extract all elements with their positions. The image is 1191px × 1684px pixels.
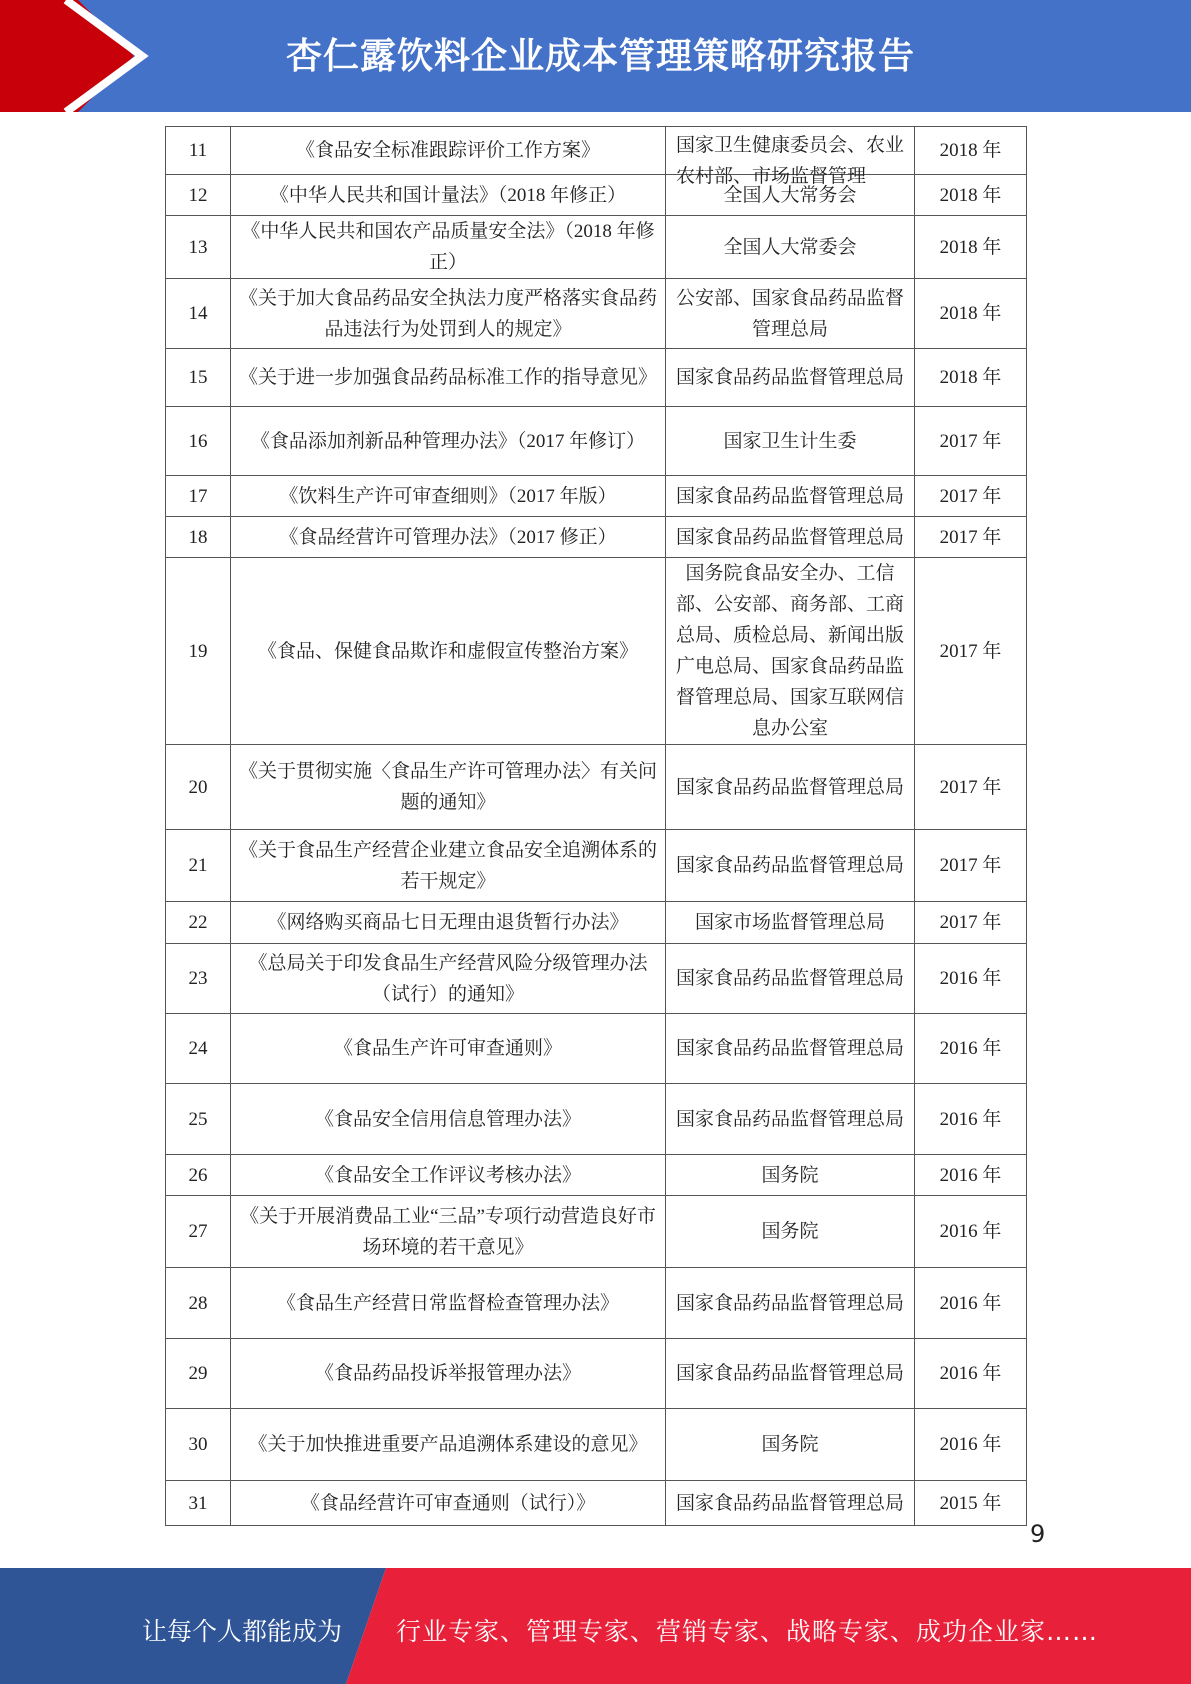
report-title: 杏仁露饮料企业成本管理策略研究报告 [285, 36, 915, 77]
document-title: 《关于食品生产经营企业建立食品安全追溯体系的若干规定》 [231, 830, 666, 902]
issuing-authority: 国家食品药品监督管理总局 [666, 1268, 915, 1339]
issue-year: 2017 年 [915, 830, 1027, 902]
footer-slogan-left: 让每个人都能成为 [142, 1617, 343, 1646]
issue-year: 2017 年 [915, 902, 1027, 944]
document-title: 《食品药品投诉举报管理办法》 [231, 1339, 666, 1409]
issue-year: 2016 年 [915, 1084, 1027, 1155]
table-row [166, 407, 1027, 476]
row-number: 20 [166, 745, 231, 830]
issuing-authority: 国家食品药品监督管理总局 [666, 1481, 915, 1526]
issuing-authority: 国家市场监督管理总局 [666, 902, 915, 944]
table-row [166, 1409, 1027, 1481]
row-number: 30 [166, 1409, 231, 1481]
issue-year: 2017 年 [915, 558, 1027, 745]
issuing-authority: 国务院 [666, 1196, 915, 1268]
row-number: 24 [166, 1014, 231, 1084]
table-row [166, 349, 1027, 407]
document-title: 《中华人民共和国计量法》（2018 年修正） [231, 175, 666, 216]
regulation-table [165, 126, 1027, 1526]
issue-year: 2016 年 [915, 1196, 1027, 1268]
table-row [166, 127, 1027, 175]
issue-year: 2018 年 [915, 127, 1027, 175]
row-number: 26 [166, 1155, 231, 1196]
table-row [166, 216, 1027, 279]
table-row [166, 1481, 1027, 1526]
issuing-authority: 国家食品药品监督管理总局 [666, 944, 915, 1014]
issuing-authority: 国家食品药品监督管理总局 [666, 476, 915, 517]
issue-year: 2017 年 [915, 517, 1027, 558]
issue-year: 2016 年 [915, 1014, 1027, 1084]
row-number: 31 [166, 1481, 231, 1526]
document-title: 《关于加快推进重要产品追溯体系建设的意见》 [231, 1409, 666, 1481]
issue-year: 2018 年 [915, 279, 1027, 349]
table-row [166, 745, 1027, 830]
issuing-authority: 国家卫生计生委 [666, 407, 915, 476]
issuing-authority: 国家食品药品监督管理总局 [666, 1014, 915, 1084]
row-number: 29 [166, 1339, 231, 1409]
row-number: 15 [166, 349, 231, 407]
row-number: 13 [166, 216, 231, 279]
table-row [166, 944, 1027, 1014]
issuing-authority: 国家食品药品监督管理总局 [666, 349, 915, 407]
issuing-authority: 全国人大常务会 [666, 175, 915, 216]
issue-year: 2016 年 [915, 1268, 1027, 1339]
document-title: 《食品安全信用信息管理办法》 [231, 1084, 666, 1155]
row-number: 27 [166, 1196, 231, 1268]
footer-slogan-right: 行业专家、管理专家、营销专家、战略专家、成功企业家…… [396, 1617, 1099, 1646]
issuing-authority: 国家食品药品监督管理总局 [666, 830, 915, 902]
table-row [166, 1196, 1027, 1268]
issue-year: 2018 年 [915, 175, 1027, 216]
issue-year: 2016 年 [915, 1339, 1027, 1409]
table-row [166, 558, 1027, 745]
issue-year: 2016 年 [915, 1155, 1027, 1196]
document-title: 《关于进一步加强食品药品标准工作的指导意见》 [231, 349, 666, 407]
row-number: 21 [166, 830, 231, 902]
footer-banner [0, 1568, 1191, 1684]
row-number: 17 [166, 476, 231, 517]
row-number: 18 [166, 517, 231, 558]
table-row [166, 476, 1027, 517]
row-number: 23 [166, 944, 231, 1014]
issue-year: 2017 年 [915, 476, 1027, 517]
issue-year: 2016 年 [915, 1409, 1027, 1481]
table-row [166, 1084, 1027, 1155]
document-title: 《食品生产许可审查通则》 [231, 1014, 666, 1084]
row-number: 16 [166, 407, 231, 476]
page-number: 9 [1030, 1520, 1046, 1548]
document-title: 《食品、保健食品欺诈和虚假宣传整治方案》 [231, 558, 666, 745]
document-title: 《食品安全工作评议考核办法》 [231, 1155, 666, 1196]
issuing-authority: 国务院 [666, 1409, 915, 1481]
table-row [166, 175, 1027, 216]
document-title: 《食品添加剂新品种管理办法》（2017 年修订） [231, 407, 666, 476]
issuing-authority: 国务院食品安全办、工信部、公安部、商务部、工商总局、质检总局、新闻出版广电总局、国家食品药品监督管理总局、国家互联网信息办公室 [666, 558, 915, 745]
table-row [166, 1339, 1027, 1409]
table-row [166, 1155, 1027, 1196]
header-banner [0, 0, 1191, 112]
document-title: 《饮料生产许可审查细则》（2017 年版） [231, 476, 666, 517]
issue-year: 2018 年 [915, 216, 1027, 279]
document-title: 《食品经营许可管理办法》（2017 修正） [231, 517, 666, 558]
issue-year: 2016 年 [915, 944, 1027, 1014]
issue-year: 2017 年 [915, 407, 1027, 476]
document-title: 《网络购买商品七日无理由退货暂行办法》 [231, 902, 666, 944]
issue-year: 2018 年 [915, 349, 1027, 407]
document-title: 《关于开展消费品工业“三品”专项行动营造良好市场环境的若干意见》 [231, 1196, 666, 1268]
row-number: 25 [166, 1084, 231, 1155]
table-row [166, 902, 1027, 944]
table-row [166, 830, 1027, 902]
document-title: 《中华人民共和国农产品质量安全法》（2018 年修正） [231, 216, 666, 279]
issuing-authority: 公安部、国家食品药品监督管理总局 [666, 279, 915, 349]
issue-year: 2017 年 [915, 745, 1027, 830]
document-title: 《关于贯彻实施〈食品生产许可管理办法〉有关问题的通知》 [231, 745, 666, 830]
issuing-authority: 国务院 [666, 1155, 915, 1196]
table-row [166, 517, 1027, 558]
issuing-authority: 国家食品药品监督管理总局 [666, 1084, 915, 1155]
issue-year: 2015 年 [915, 1481, 1027, 1526]
table-row [166, 279, 1027, 349]
row-number: 11 [166, 127, 231, 175]
document-title: 《总局关于印发食品生产经营风险分级管理办法（试行）的通知》 [231, 944, 666, 1014]
row-number: 22 [166, 902, 231, 944]
issuing-authority: 全国人大常委会 [666, 216, 915, 279]
row-number: 28 [166, 1268, 231, 1339]
row-number: 14 [166, 279, 231, 349]
issuing-authority: 国家食品药品监督管理总局 [666, 745, 915, 830]
document-title: 《食品经营许可审查通则（试行）》 [231, 1481, 666, 1526]
issuing-authority: 国家卫生健康委员会、农业农村部、市场监督管理 [666, 127, 915, 175]
issuing-authority: 国家食品药品监督管理总局 [666, 1339, 915, 1409]
table-row [166, 1014, 1027, 1084]
issuing-authority: 国家食品药品监督管理总局 [666, 517, 915, 558]
document-title: 《食品安全标准跟踪评价工作方案》 [231, 127, 666, 175]
document-title: 《关于加大食品药品安全执法力度严格落实食品药品违法行为处罚到人的规定》 [231, 279, 666, 349]
document-title: 《食品生产经营日常监督检查管理办法》 [231, 1268, 666, 1339]
row-number: 12 [166, 175, 231, 216]
table-row [166, 1268, 1027, 1339]
row-number: 19 [166, 558, 231, 745]
